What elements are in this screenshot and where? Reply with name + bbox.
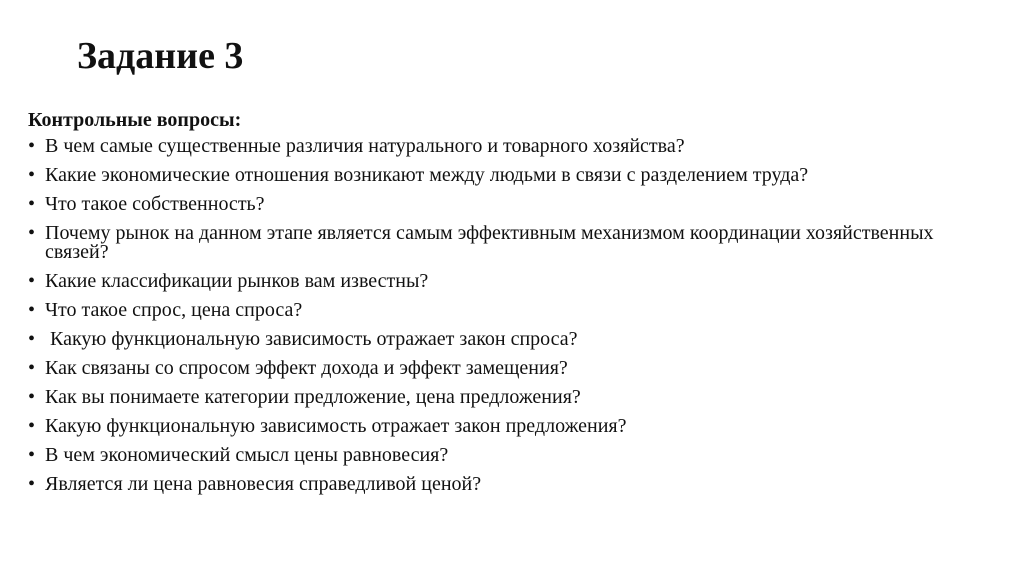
- bullet-icon: •: [28, 222, 36, 244]
- list-item: [28, 301, 988, 320]
- list-item: [28, 388, 988, 407]
- question-text: В чем экономический смысл цены равновесия?: [45, 444, 449, 466]
- list-item: [28, 272, 988, 291]
- question-text: Что такое спрос, цена спроса?: [45, 299, 303, 321]
- list-item: [28, 330, 988, 349]
- question-text: Какие экономические отношения возникают между людьми в связи с разделением труда?: [45, 164, 809, 186]
- question-text: Какую функциональную зависимость отражает закон спроса?: [45, 328, 578, 350]
- bullet-icon: •: [28, 164, 36, 186]
- bullet-icon: •: [28, 473, 36, 495]
- section-heading: Контрольные вопросы:: [28, 109, 242, 131]
- question-text: Как связаны со спросом эффект дохода и эффект замещения?: [45, 357, 568, 379]
- list-item: [28, 137, 988, 156]
- bullet-icon: •: [28, 299, 36, 321]
- list-item: [28, 417, 988, 436]
- list-item: [28, 195, 988, 214]
- bullet-icon: •: [28, 270, 36, 292]
- bullet-icon: •: [28, 357, 36, 379]
- question-list: [28, 137, 988, 504]
- bullet-icon: •: [28, 328, 36, 350]
- question-text: Почему рынок на данном этапе является самым эффективным механизмом координации хозяйственных связей?: [45, 222, 934, 263]
- list-item: [28, 475, 988, 494]
- question-text: Что такое собственность?: [45, 193, 265, 215]
- bullet-icon: •: [28, 193, 36, 215]
- bullet-icon: •: [28, 135, 36, 157]
- question-text: Какие классификации рынков вам известны?: [45, 270, 429, 292]
- bullet-icon: •: [28, 386, 36, 408]
- list-item: [28, 359, 988, 378]
- question-text: Является ли цена равновесия справедливой ценой?: [45, 473, 482, 495]
- question-text: Какую функциональную зависимость отражает закон предложения?: [45, 415, 627, 437]
- list-item: [28, 166, 988, 185]
- bullet-icon: •: [28, 415, 36, 437]
- bullet-icon: •: [28, 444, 36, 466]
- list-item: [28, 446, 988, 465]
- slide-title: Задание 3: [77, 35, 244, 77]
- question-text: Как вы понимаете категории предложение, цена предложения?: [45, 386, 581, 408]
- list-item: [28, 224, 988, 262]
- question-text: В чем самые существенные различия натурального и товарного хозяйства?: [45, 135, 685, 157]
